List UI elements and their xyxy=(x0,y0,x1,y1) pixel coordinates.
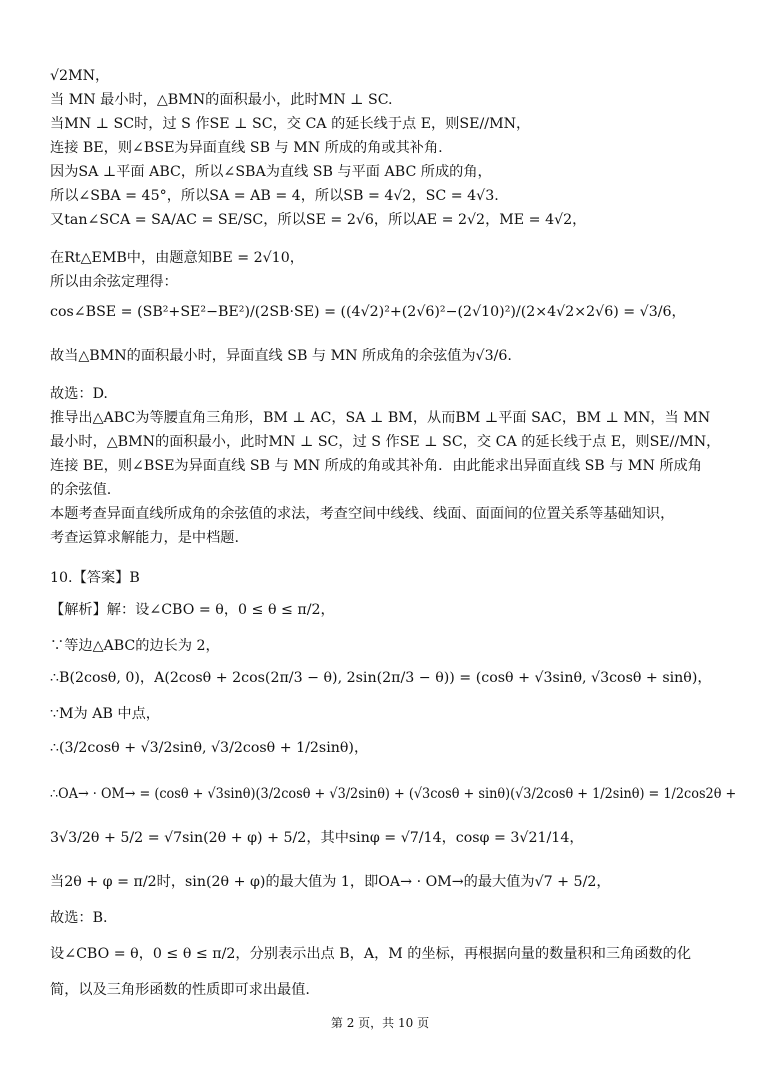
text-line: 【解析】解：设∠CBO = θ，0 ≤ θ ≤ π/2， xyxy=(50,602,335,618)
text-line: 最小时，△BMN的面积最小，此时MN ⊥ SC，过 S 作SE ⊥ SC，交 CA 的延长线于点 E，则SE//MN， xyxy=(50,434,721,450)
text-line: 故当△BMN的面积最小时，异面直线 SB 与 MN 所成角的余弦值为√3/6. xyxy=(50,348,512,364)
text-line: ∴(3/2cosθ + √3/2sinθ, √3/2cosθ + 1/2sinθ)， xyxy=(50,740,369,756)
text-line: 当2θ + φ = π/2时，sin(2θ + φ)的最大值为 1，即OA→ · OM→的最大值为√7 + 5/2， xyxy=(50,874,611,890)
text-line: 考查运算求解能力，是中档题. xyxy=(50,530,239,546)
text-line: cos∠BSE = (SB²+SE²−BE²)/(2SB·SE) = ((4√2)²+(2√6)²−(2√10)²)/(2×4√2×2√6) = √3/6， xyxy=(50,304,686,320)
text-line: 连接 BE，则∠BSE为异面直线 SB 与 MN 所成的角或其补角．由此能求出异面直线 SB 与 MN 所成角 xyxy=(50,458,702,474)
text-line: 在Rt△EMB中，由题意知BE = 2√10， xyxy=(50,250,304,266)
text-line: 的余弦值. xyxy=(50,482,112,498)
text-line: ∵等边△ABC的边长为 2， xyxy=(50,638,220,654)
text-line: 3√3/2θ + 5/2 = √7sin(2θ + φ) + 5/2，其中sinφ = √7/14，cosφ = 3√21/14， xyxy=(50,830,584,846)
text-line: 所以由余弦定理得： xyxy=(50,274,178,290)
text-line: 因为SA ⊥平面 ABC，所以∠SBA为直线 SB 与平面 ABC 所成的角， xyxy=(50,164,492,180)
text-line: 设∠CBO = θ，0 ≤ θ ≤ π/2，分别表示出点 B，A，M 的坐标，再根据向量的数量积和三角函数的化 xyxy=(50,946,692,962)
text-line: 本题考查异面直线所成角的余弦值的求法，考查空间中线线、线面、面面间的位置关系等基础知识， xyxy=(50,506,675,522)
page-footer: 第 2 页，共 10 页 xyxy=(330,1016,430,1030)
text-line: ∴B(2cosθ, 0)，A(2cosθ + 2cos(2π/3 − θ), 2sin(2π/3 − θ)) = (cosθ + √3sinθ, √3cosθ + sinθ)， xyxy=(50,670,712,686)
text-line: 10.【答案】B xyxy=(50,570,140,586)
text-line: ∴OA→ · OM→ = (cosθ + √3sinθ)(3/2cosθ + √3/2sinθ) + (√3cosθ + sinθ)(√3/2cosθ + 1/2sinθ) = 1/2cos2θ + xyxy=(50,786,737,802)
text-line: 所以∠SBA = 45°，所以SA = AB = 4，所以SB = 4√2，SC = 4√3. xyxy=(50,188,499,204)
text-line: 简，以及三角形函数的性质即可求出最值. xyxy=(50,982,310,998)
text-line: √2MN， xyxy=(50,68,110,84)
text-line: 当MN ⊥ SC时，过 S 作SE ⊥ SC，交 CA 的延长线于点 E，则SE//MN， xyxy=(50,116,531,132)
text-line: 当 MN 最小时，△BMN的面积最小，此时MN ⊥ SC. xyxy=(50,92,393,108)
text-line: 连接 BE，则∠BSE为异面直线 SB 与 MN 所成的角或其补角. xyxy=(50,140,443,156)
text-line: 故选：B. xyxy=(50,910,108,926)
text-line: 故选：D. xyxy=(50,386,108,402)
text-line: ∵M为 AB 中点， xyxy=(50,706,160,722)
text-line: 推导出△ABC为等腰直角三角形，BM ⊥ AC，SA ⊥ BM，从而BM ⊥平面 SAC，BM ⊥ MN，当 MN xyxy=(50,410,711,426)
text-line: 又tan∠SCA = SA/AC = SE/SC，所以SE = 2√6，所以AE = 2√2，ME = 4√2， xyxy=(50,212,587,228)
